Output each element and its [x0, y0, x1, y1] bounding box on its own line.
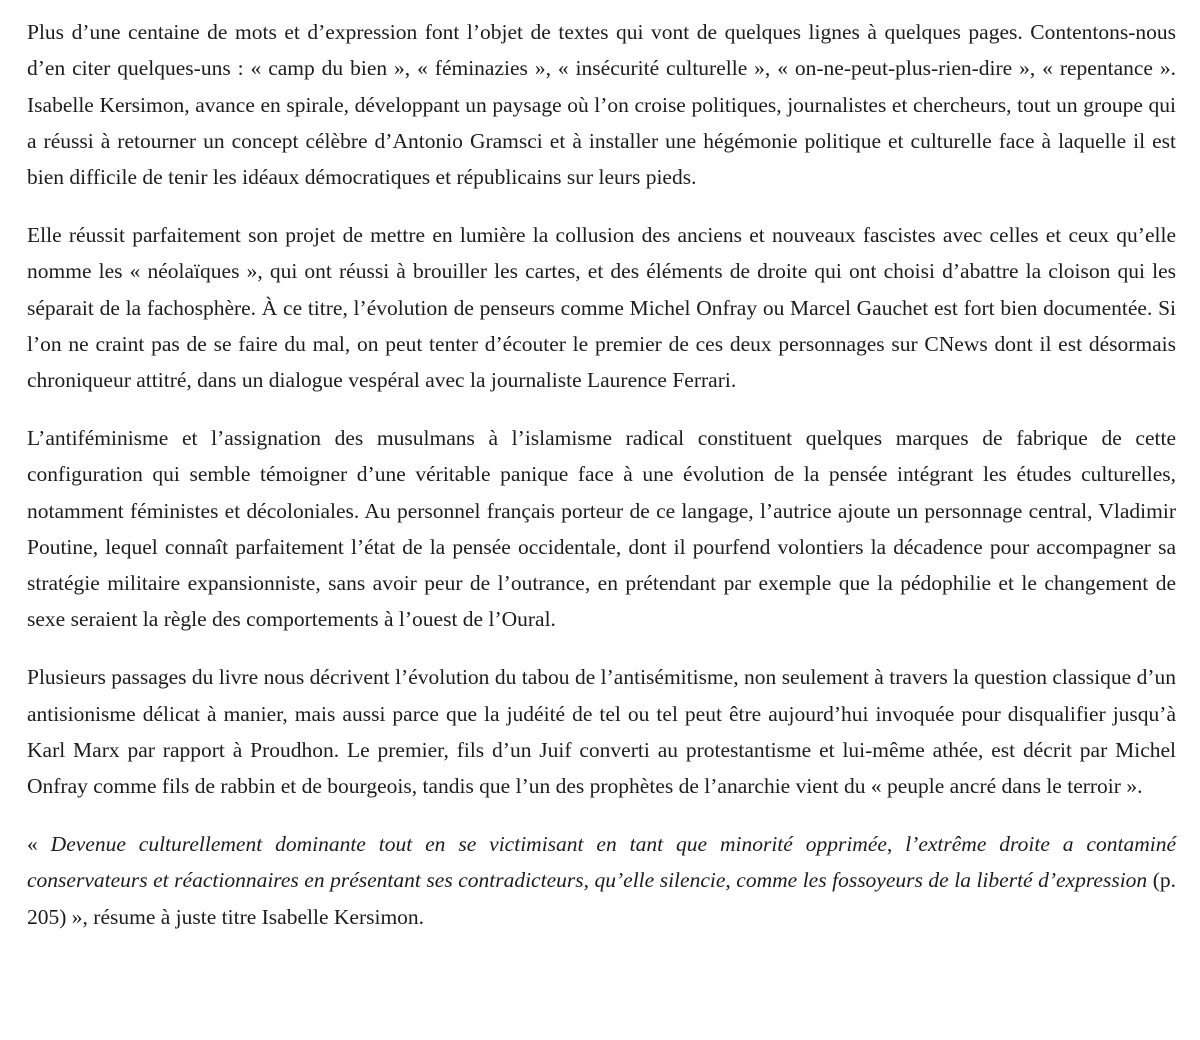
- closing-quote-paragraph: [27, 826, 1176, 935]
- quote-citation: (p. 205) », résume à juste titre Isabelle Kersimon.: [27, 868, 1176, 929]
- paragraph-3: L’antiféminisme et l’assignation des musulmans à l’islamisme radical constituent quelques marques de fabrique de cette configuration qui semble témoigner d’une véritable panique face à une évolution de la pensée intégrant les études culturelles, notamment féministes et décoloniales. Au personnel français porteur de ce langage, l’autrice ajoute un personnage central, Vladimir Poutine, lequel connaît parfaitement l’état de la pensée occidentale, dont il pourfend volontiers la décadence pour accompagner sa stratégie militaire expansionniste, sans avoir peur de l’outrance, en prétendant par exemple que la pédophilie et le changement de sexe seraient la règle des comportements à l’ouest de l’Oural.: [27, 425, 1176, 632]
- quote-open-mark: «: [27, 831, 51, 856]
- paragraph-2: Elle réussit parfaitement son projet de mettre en lumière la collusion des anciens et nouveaux fascistes avec celles et ceux qu’elle nomme les « néolaïques », qui ont réussi à brouiller les cartes, et des éléments de droite qui ont choisi d’abattre la cloison qui les séparait de la fachosphère. À ce titre, l’évolution de penseurs comme Michel Onfray ou Marcel Gauchet est fort bien documentée. Si l’on ne craint pas de se faire du mal, on peut tenter d’écouter le premier de ces deux personnages sur CNews dont il est désormais chroniqueur attitré, dans un dialogue vespéral avec la journaliste Laurence Ferrari.: [27, 222, 1176, 393]
- paragraph-1: Plus d’une centaine de mots et d’expression font l’objet de textes qui vont de quelques lignes à quelques pages. Contentons-nous d’en citer quelques-uns : « camp du bien », « féminazies », « insécurité culturelle », « on-ne-peut-plus-rien-dire », « repentance ». Isabelle Kersimon, avance en spirale, développant un paysage où l’on croise politiques, journalistes et chercheurs, tout un groupe qui a réussi à retourner un concept célèbre d’Antonio Gramsci et à installer une hégémonie politique et culturelle face à laquelle il est bien difficile de tenir les idéaux démocratiques et républicains sur leurs pieds.: [27, 20, 1176, 190]
- paragraph-4: Plusieurs passages du livre nous décrivent l’évolution du tabou de l’antisémitisme, non seulement à travers la question classique d’un antisionisme délicat à manier, mais aussi parce que la judéité de tel ou tel peut être aujourd’hui invoquée pour disqualifier jusqu’à Karl Marx par rapport à Proudhon. Le premier, fils d’un Juif converti au protestantisme et lui-même athée, est décrit par Michel Onfray comme fils de rabbin et de bourgeois, tandis que l’un des prophètes de l’anarchie vient du « peuple ancré dans le terroir ».: [27, 665, 1176, 799]
- quote-text: Devenue culturellement dominante tout en se victimisant en tant que minorité opprimée, l’extrême droite a contaminé conservateurs et réactionnaires en présentant ses contradicteurs, qu’elle silencie, comme les fossoyeurs de la liberté d’expression: [27, 831, 1176, 893]
- article-body: [27, 14, 1176, 956]
